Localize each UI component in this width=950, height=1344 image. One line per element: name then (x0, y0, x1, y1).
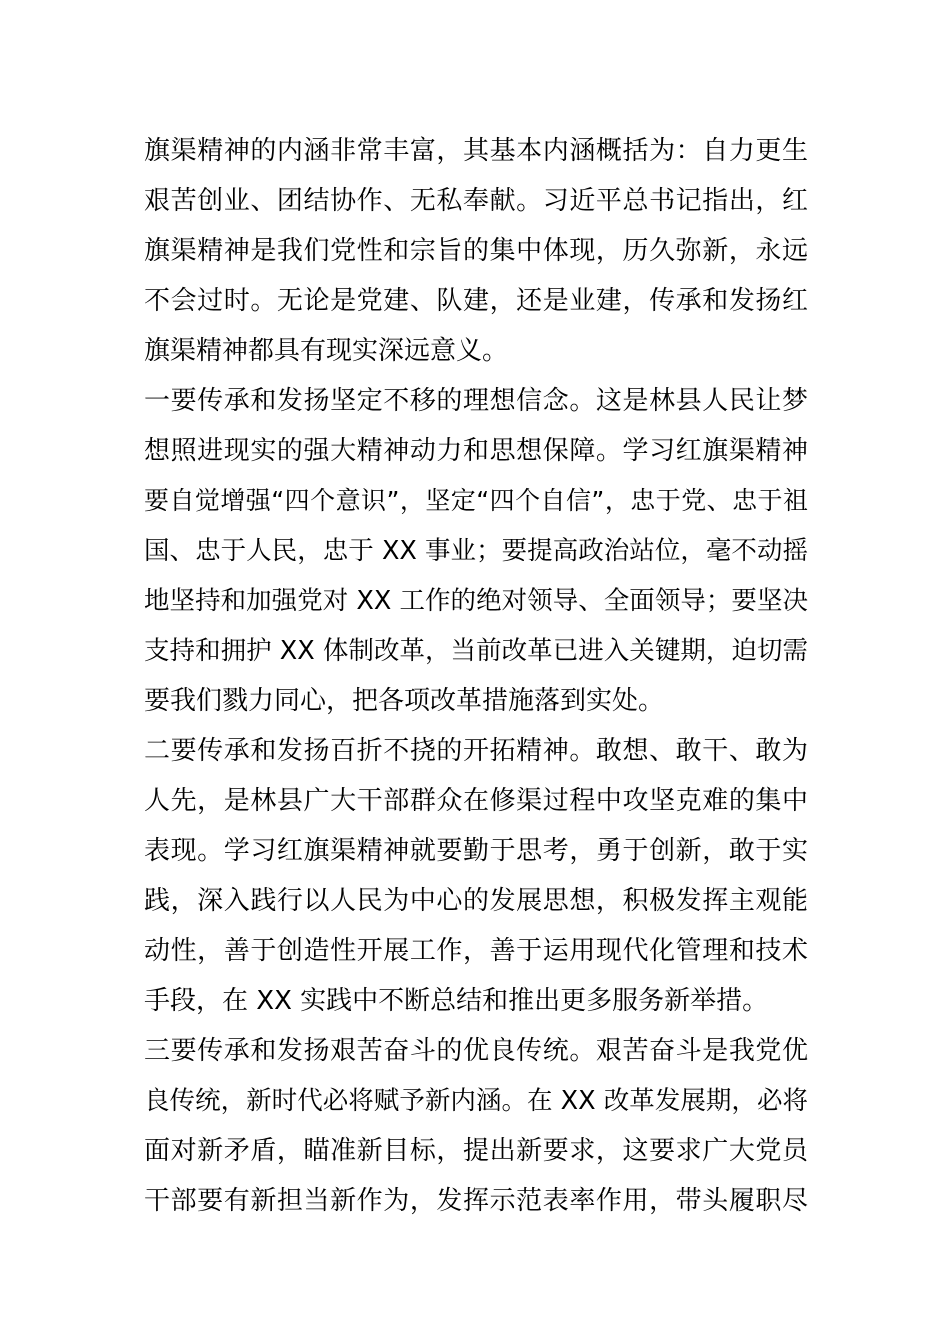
text-line: 手段，在 XX 实践中不断总结和推出更多服务新举措。 (144, 986, 769, 1016)
text-line: 面对新矛盾，瞄准新目标，提出新要求，这要求广大党员 (144, 1136, 808, 1166)
text-line: 地坚持和加强党对 XX 工作的绝对领导、全面领导；要坚决 (144, 586, 808, 616)
text-line: 践，深入践行以人民为中心的发展思想，积极发挥主观能 (144, 886, 808, 916)
text-line: 想照进现实的强大精神动力和思想保障。学习红旗渠精神 (144, 436, 808, 466)
text-line: 要我们戮力同心，把各项改革措施落到实处。 (144, 686, 665, 716)
text-line: 人先，是林县广大干部群众在修渠过程中攻坚克难的集中 (144, 786, 808, 816)
text-line: 良传统，新时代必将赋予新内涵。在 XX 改革发展期，必将 (144, 1086, 808, 1116)
text-line: 支持和拥护 XX 体制改革，当前改革已进入关键期，迫切需 (144, 636, 808, 666)
text-line: 干部要有新担当新作为，发挥示范表率作用，带头履职尽 (144, 1186, 808, 1216)
text-line: 三要传承和发扬艰苦奋斗的优良传统。艰苦奋斗是我党优 (144, 1036, 808, 1066)
text-line: 不会过时。无论是党建、队建，还是业建，传承和发扬红 (144, 286, 808, 316)
text-line: 二要传承和发扬百折不挠的开拓精神。敢想、敢干、敢为 (144, 736, 808, 766)
text-line: 旗渠精神是我们党性和宗旨的集中体现，历久弥新，永远 (144, 236, 808, 266)
text-line: 一要传承和发扬坚定不移的理想信念。这是林县人民让梦 (144, 386, 808, 416)
text-line: 表现。学习红旗渠精神就要勤于思考，勇于创新，敢于实 (144, 836, 808, 866)
text-line: 动性，善于创造性开展工作，善于运用现代化管理和技术 (144, 936, 808, 966)
text-line: 国、忠于人民，忠于 XX 事业；要提高政治站位，毫不动摇 (144, 536, 808, 566)
text-line: 旗渠精神都具有现实深远意义。 (144, 336, 509, 366)
text-line: 艰苦创业、团结协作、无私奉献。习近平总书记指出，红 (144, 186, 808, 216)
text-line: 旗渠精神的内涵非常丰富，其基本内涵概括为：自力更生 (144, 136, 808, 166)
text-line: 要自觉增强“四个意识”，坚定“四个自信”，忠于党、忠于祖 (144, 486, 808, 515)
body-text (144, 126, 808, 1226)
